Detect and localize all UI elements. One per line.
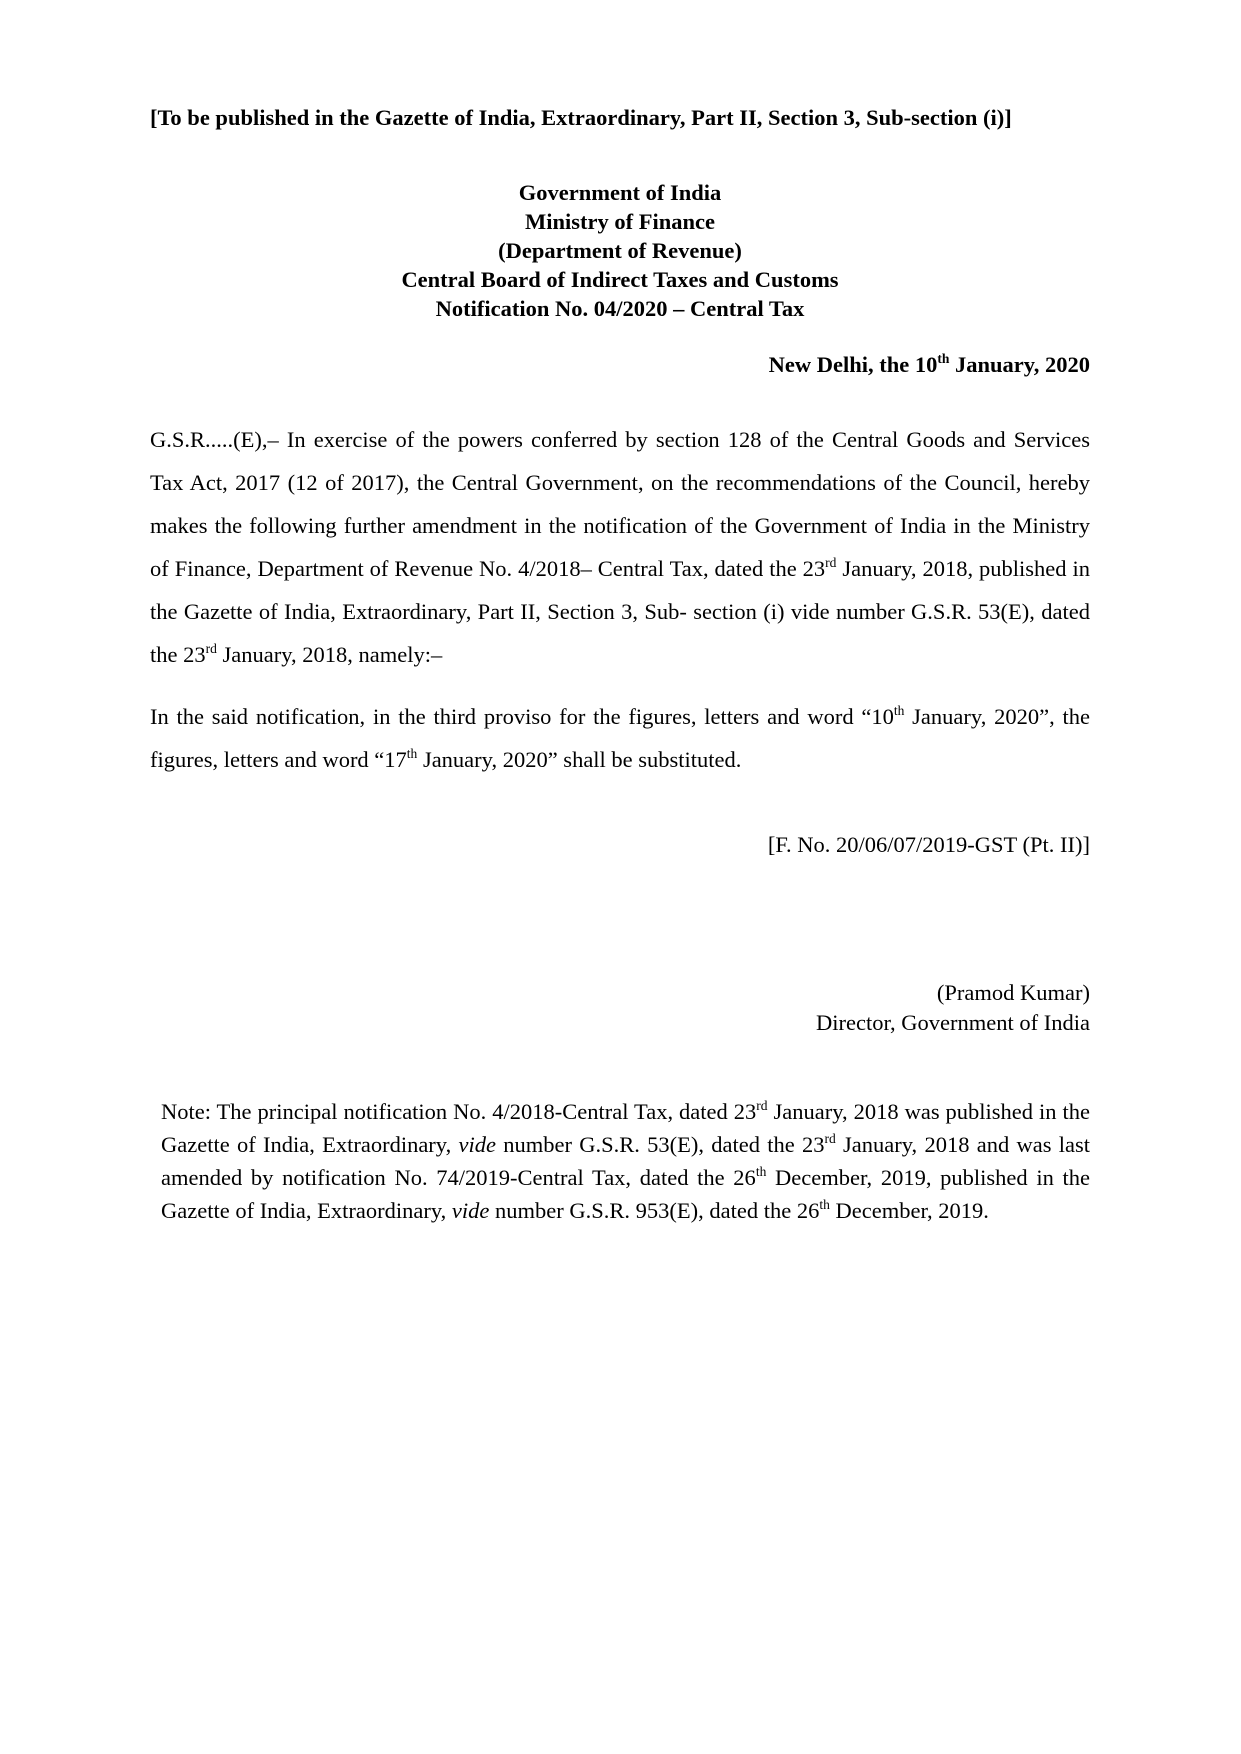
- substitution-paragraph: [150, 695, 1090, 781]
- note-ordinal-4: th: [819, 1197, 830, 1212]
- issuer-block: [150, 178, 1090, 323]
- para1-ordinal-2: rd: [205, 641, 217, 656]
- note-ordinal-2: rd: [824, 1131, 836, 1146]
- date-prefix: New Delhi, the 10: [768, 352, 938, 377]
- note-text-7: December, 2019.: [829, 1198, 989, 1223]
- note-ordinal-1: rd: [756, 1098, 768, 1113]
- signatory-name: (Pramod Kumar): [936, 980, 1090, 1005]
- note-text-5: December, 2019, published in the Gazette of India, Extraordinary,: [161, 1165, 1090, 1223]
- department-name: (Department of Revenue): [498, 238, 742, 263]
- para2-text-3: January, 2020” shall be substituted.: [417, 747, 742, 772]
- place-date: [150, 350, 1090, 380]
- board-name: Central Board of Indirect Taxes and Customs: [401, 267, 839, 292]
- para2-ordinal-2: th: [406, 746, 418, 761]
- para2-text-2: January, 2020”, the figures, letters and word “17: [150, 704, 1090, 772]
- note-italic-1: vide: [458, 1132, 496, 1157]
- file-number: [F. No. 20/06/07/2019-GST (Pt. II)]: [767, 832, 1090, 857]
- note-text-3: number G.S.R. 53(E), dated the 23: [495, 1132, 825, 1157]
- signatory-designation: Director, Government of India: [816, 1010, 1090, 1035]
- para1-text-2: January, 2018, published in the Gazette of India, Extraordinary, Part II, Section 3, Sub- section (i) vide number G.S.R. 53(E), dated the 23: [150, 556, 1090, 667]
- note-text-4: January, 2018 and was last amended by notification No. 74/2019-Central Tax, dated the 26: [161, 1132, 1090, 1190]
- gazette-header: [To be published in the Gazette of India, Extraordinary, Part II, Section 3, Sub-section (i)]: [150, 105, 1012, 130]
- date-suffix: January, 2020: [949, 352, 1090, 377]
- date-ordinal: th: [937, 351, 950, 366]
- para1-text-1: G.S.R.....(E),– In exercise of the powers conferred by section 128 of the Central Goods and Services Tax Act, 2017 (12 of 2017), the Central Government, on the recommendations of the Council, hereby makes the following further amendment in the notification of the Government of India in the Ministry of Finance, Department of Revenue No. 4/2018– Central Tax, dated the 23: [150, 427, 1090, 581]
- para2-ordinal-1: th: [893, 703, 905, 718]
- government-name: Government of India: [518, 180, 722, 205]
- note-paragraph: [161, 1095, 1090, 1227]
- amendment-paragraph: [150, 418, 1090, 676]
- signatory-block: [150, 978, 1090, 1038]
- para2-text-1: In the said notification, in the third proviso for the figures, letters and word “10: [150, 704, 894, 729]
- note-text-6: number G.S.R. 953(E), dated the 26: [489, 1198, 820, 1223]
- note-ordinal-3: th: [755, 1164, 767, 1179]
- ministry-name: Ministry of Finance: [525, 209, 715, 234]
- para1-ordinal-1: rd: [825, 555, 837, 570]
- note-text-2: January, 2018 was published in the Gazette of India, Extraordinary,: [161, 1099, 1090, 1157]
- note-italic-2: vide: [451, 1198, 490, 1223]
- note-text-1: Note: The principal notification No. 4/2018-Central Tax, dated 23: [161, 1099, 757, 1124]
- para1-text-3: January, 2018, namely:–: [216, 642, 443, 667]
- notification-number: Notification No. 04/2020 – Central Tax: [435, 296, 805, 321]
